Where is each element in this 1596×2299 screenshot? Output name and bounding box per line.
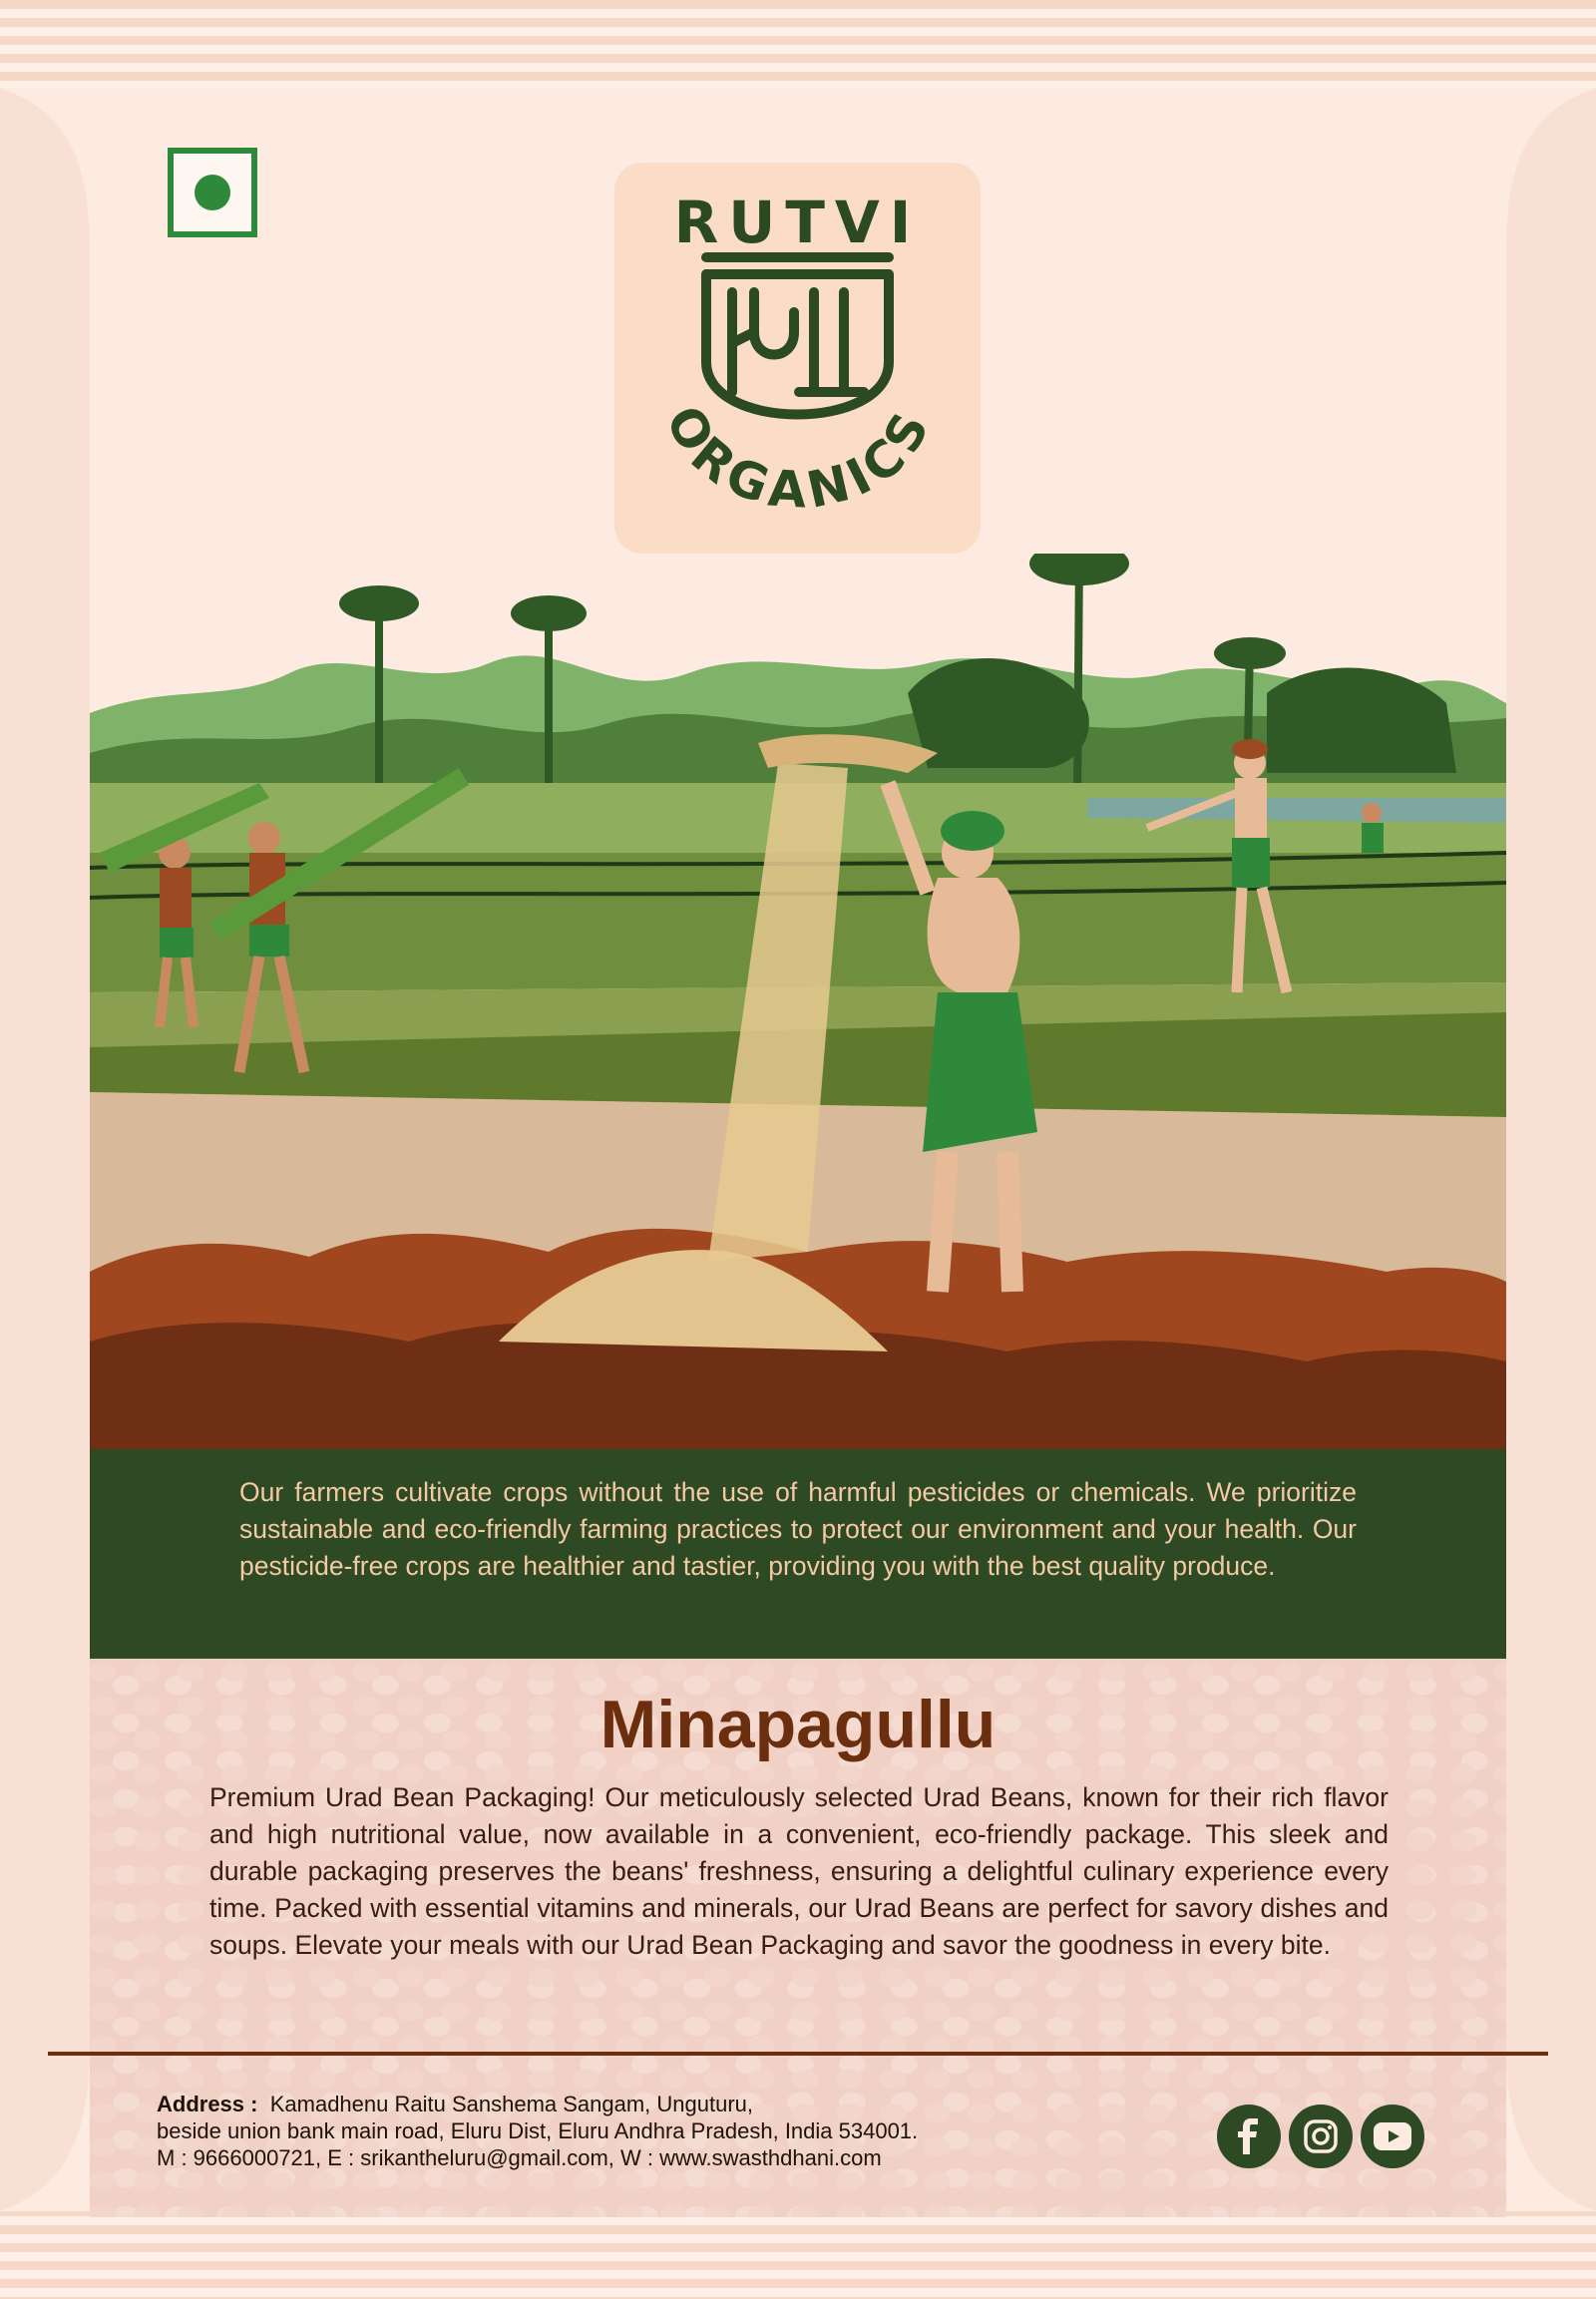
address-line-1	[157, 2091, 1154, 2117]
veg-dot	[195, 175, 230, 210]
address-line-2: beside union bank main road, Eluru Dist, Eluru Andhra Pradesh, India 534001.	[157, 2118, 919, 2143]
contact-line: M : 9666000721, E : srikantheluru@gmail.com, W : www.swasthdhani.com	[157, 2145, 882, 2170]
product-title: Minapagullu	[599, 1687, 997, 1762]
brand-logo	[614, 163, 981, 554]
facebook-icon[interactable]	[1217, 2105, 1281, 2168]
brand-name: RUTVI	[673, 189, 922, 256]
address-text-1: Kamadhenu Raitu Sanshema Sangam, Unguturu,	[269, 2092, 754, 2116]
contact-block	[157, 2091, 1154, 2171]
farm-scene-illustration	[90, 554, 1506, 1451]
address-label: Address :	[157, 2092, 258, 2116]
youtube-icon[interactable]	[1361, 2105, 1424, 2168]
footer-divider	[48, 2052, 1548, 2056]
product-description: Premium Urad Bean Packaging! Our meticulously selected Urad Beans, known for their rich flavor and high nutritional value, now available in a convenient, eco-friendly package. This sleek and durable packaging preserves the beans' freshness, ensuring a delightful culinary experience every time. Packed with essential vitamins and minerals, our Urad Beans are perfect for savory dishes and soups. Elevate your meals with our Urad Bean Packaging and savor the goodness in every bite.	[209, 1782, 1389, 1960]
banner-text: Our farmers cultivate crops without the use of harmful pesticides or chemicals. We prioritize sustainable and eco-friendly farming practices to protect our environment and your health. Our pesticide-free crops are healthier and tastier, providing you with the best quality produce.	[239, 1477, 1357, 1581]
brand-subtitle: ORGANICS	[653, 396, 944, 521]
logo-monogram-icon	[614, 163, 981, 554]
social-links	[1217, 2105, 1424, 2170]
vegetarian-mark-icon	[168, 148, 257, 237]
instagram-icon[interactable]	[1289, 2105, 1353, 2168]
